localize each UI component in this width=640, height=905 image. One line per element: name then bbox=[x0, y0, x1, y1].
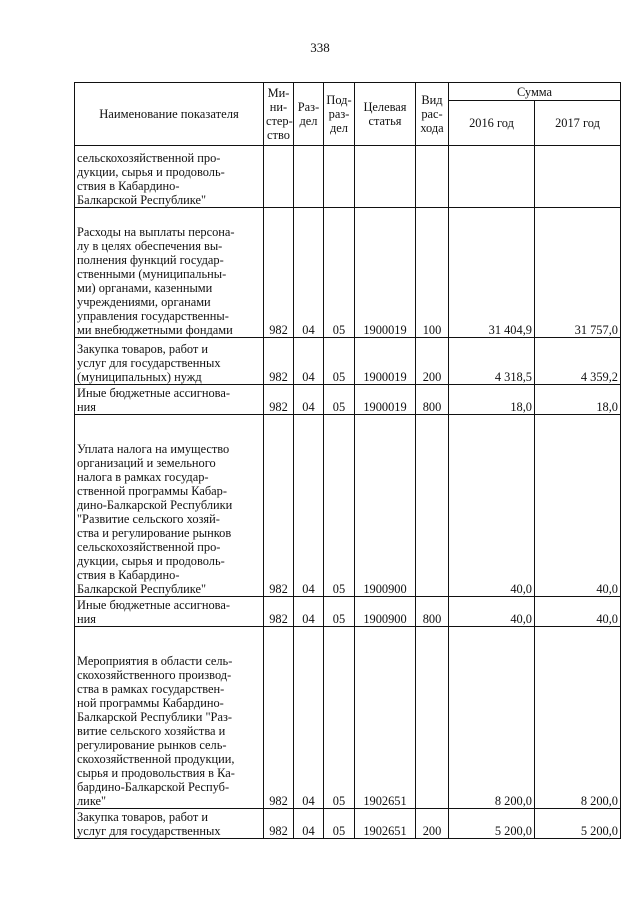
row-subsection-cell: 05 bbox=[324, 338, 355, 385]
table-row bbox=[75, 627, 621, 809]
row-name-cell: Закупка товаров, работ и услуг для государственных (муниципальных) нужд bbox=[75, 338, 264, 385]
row-expense-cell: 200 bbox=[416, 338, 449, 385]
row-amount-2017-cell: 5 200,0 bbox=[535, 809, 621, 839]
row-section-cell: 04 bbox=[294, 597, 324, 627]
header-name: Наименование показателя bbox=[75, 83, 264, 146]
row-name-cell: Иные бюджетные ассигнова- ния bbox=[75, 385, 264, 415]
row-amount-2017-cell: 31 757,0 bbox=[535, 208, 621, 338]
row-amount-2016-cell: 5 200,0 bbox=[449, 809, 535, 839]
header-year-2017: 2017 год bbox=[535, 101, 621, 146]
page-number: 338 bbox=[310, 40, 330, 55]
row-amount-2017-cell: 40,0 bbox=[535, 597, 621, 627]
row-expense-cell bbox=[416, 627, 449, 809]
row-target-cell: 1900900 bbox=[355, 597, 416, 627]
row-section-cell: 04 bbox=[294, 338, 324, 385]
row-subsection-cell: 05 bbox=[324, 627, 355, 809]
table-row bbox=[75, 385, 621, 415]
row-section-cell: 04 bbox=[294, 385, 324, 415]
table-row bbox=[75, 597, 621, 627]
row-expense-cell: 100 bbox=[416, 208, 449, 338]
table-row bbox=[75, 208, 621, 338]
row-ministry-cell: 982 bbox=[264, 338, 294, 385]
row-subsection-cell: 05 bbox=[324, 385, 355, 415]
row-amount-2016-cell: 4 318,5 bbox=[449, 338, 535, 385]
row-ministry-cell: 982 bbox=[264, 385, 294, 415]
row-target-cell: 1902651 bbox=[355, 809, 416, 839]
row-amount-2016-cell: 31 404,9 bbox=[449, 208, 535, 338]
header-sum: Сумма bbox=[449, 83, 621, 101]
row-ministry-cell: 982 bbox=[264, 415, 294, 597]
row-amount-2016-cell: 18,0 bbox=[449, 385, 535, 415]
header-expense-type: Вид рас- хода bbox=[416, 83, 449, 146]
row-amount-2017-cell: 40,0 bbox=[535, 415, 621, 597]
row-target-cell: 1902651 bbox=[355, 627, 416, 809]
header-year-2016: 2016 год bbox=[449, 101, 535, 146]
table-row bbox=[75, 338, 621, 385]
row-ministry-cell: 982 bbox=[264, 597, 294, 627]
row-name-cell: Уплата налога на имущество организаций и земельного налога в рамках государ- ственной программы Кабар- дино-Балкарской Республики "Развитие сельского хозяй- ства и регулирование рынков сельскохозяйственной про- дукции, сырья и продоволь- ствия в Кабардино- Балкарской Республике" bbox=[75, 415, 264, 597]
row-name-cell: Закупка товаров, работ и услуг для государственных bbox=[75, 809, 264, 839]
table-row bbox=[75, 146, 621, 208]
row-expense-cell bbox=[416, 415, 449, 597]
row-name-cell: сельскохозяйственной про- дукции, сырья и продоволь- ствия в Кабардино- Балкарской Республике" bbox=[75, 146, 264, 208]
row-subsection-cell: 05 bbox=[324, 415, 355, 597]
row-target-cell bbox=[355, 146, 416, 208]
row-name-cell: Иные бюджетные ассигнова- ния bbox=[75, 597, 264, 627]
row-section-cell: 04 bbox=[294, 208, 324, 338]
row-ministry-cell: 982 bbox=[264, 809, 294, 839]
row-name-cell: Мероприятия в области сель- скохозяйственного производ- ства в рамках государствен- ной программы Кабардино- Балкарской Республики "Раз- витие сельского хозяйства и регулирование рынков сель- скохозяйственной продукции, сырья и продовольствия в Ка- бардино-Балкарской Респуб- лике" bbox=[75, 627, 264, 809]
row-amount-2017-cell bbox=[535, 146, 621, 208]
row-amount-2017-cell: 18,0 bbox=[535, 385, 621, 415]
row-target-cell: 1900900 bbox=[355, 415, 416, 597]
row-ministry-cell: 982 bbox=[264, 208, 294, 338]
header-section: Раз- дел bbox=[294, 83, 324, 146]
row-expense-cell bbox=[416, 146, 449, 208]
row-ministry-cell bbox=[264, 146, 294, 208]
row-target-cell: 1900019 bbox=[355, 208, 416, 338]
row-subsection-cell: 05 bbox=[324, 809, 355, 839]
header-subsection: Под- раз- дел bbox=[324, 83, 355, 146]
row-target-cell: 1900019 bbox=[355, 338, 416, 385]
row-amount-2016-cell: 8 200,0 bbox=[449, 627, 535, 809]
row-subsection-cell bbox=[324, 146, 355, 208]
row-section-cell: 04 bbox=[294, 627, 324, 809]
header-ministry: Ми- ни- стер- ство bbox=[264, 83, 294, 146]
row-name-cell: Расходы на выплаты персона- лу в целях обеспечения вы- полнения функций государ- ственными (муниципальны- ми) органами, казенными учреждениями, органами управления государственны- ми внебюджетными фондами bbox=[75, 208, 264, 338]
row-section-cell: 04 bbox=[294, 809, 324, 839]
row-amount-2016-cell bbox=[449, 146, 535, 208]
header-target-item: Целевая статья bbox=[355, 83, 416, 146]
row-amount-2016-cell: 40,0 bbox=[449, 597, 535, 627]
row-subsection-cell: 05 bbox=[324, 208, 355, 338]
row-expense-cell: 200 bbox=[416, 809, 449, 839]
row-section-cell: 04 bbox=[294, 415, 324, 597]
row-target-cell: 1900019 bbox=[355, 385, 416, 415]
row-amount-2016-cell: 40,0 bbox=[449, 415, 535, 597]
table-row bbox=[75, 415, 621, 597]
table-row bbox=[75, 809, 621, 839]
row-section-cell bbox=[294, 146, 324, 208]
row-amount-2017-cell: 4 359,2 bbox=[535, 338, 621, 385]
row-subsection-cell: 05 bbox=[324, 597, 355, 627]
row-expense-cell: 800 bbox=[416, 385, 449, 415]
row-expense-cell: 800 bbox=[416, 597, 449, 627]
row-ministry-cell: 982 bbox=[264, 627, 294, 809]
row-amount-2017-cell: 8 200,0 bbox=[535, 627, 621, 809]
budget-table bbox=[74, 82, 621, 839]
